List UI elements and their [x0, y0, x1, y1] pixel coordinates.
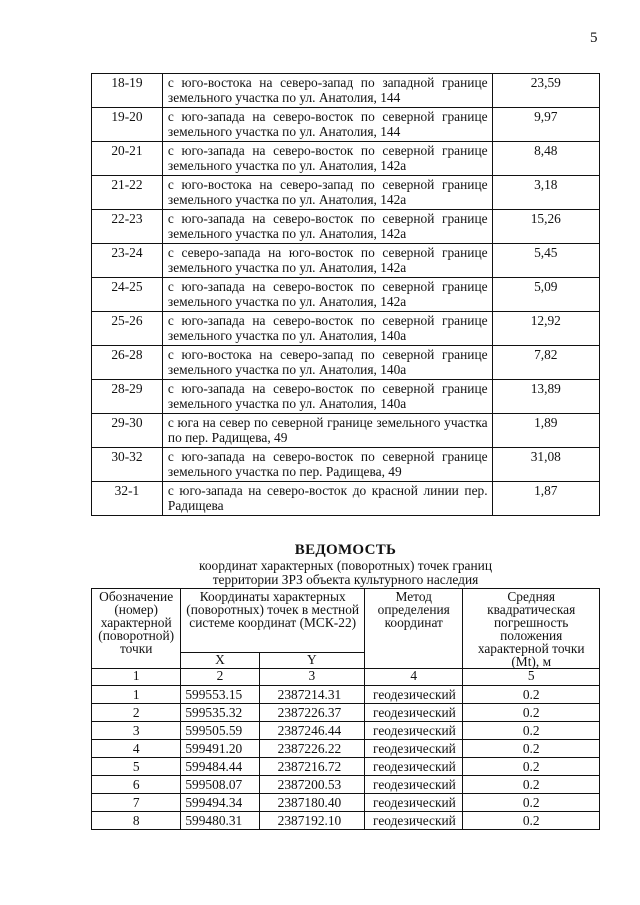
segment-length: 1,87: [492, 482, 599, 516]
segment-row: [92, 210, 600, 244]
point-number: 4: [92, 740, 181, 758]
header-x: X: [181, 653, 259, 669]
segment-length: 15,26: [492, 210, 599, 244]
segment-row: [92, 176, 600, 210]
point-method: геодезический: [365, 794, 463, 812]
coordinates-table: [91, 588, 600, 830]
statement-subtitle-line2: территории ЗРЗ объекта культурного наследия: [212, 572, 479, 587]
segment-length: 12,92: [492, 312, 599, 346]
segment-row: [92, 244, 600, 278]
segment-direction: с юго-запада на северо-восток до красной линии пер. Радищева: [162, 482, 492, 516]
segment-id: 19-20: [92, 108, 163, 142]
col-number: 1: [92, 669, 181, 686]
coordinate-row: [92, 794, 600, 812]
point-y: 2387246.44: [259, 722, 364, 740]
header-method: Метод определения координат: [365, 589, 463, 669]
point-number: 8: [92, 812, 181, 830]
point-number: 1: [92, 686, 181, 704]
segment-id: 25-26: [92, 312, 163, 346]
point-method: геодезический: [365, 776, 463, 794]
header-error: Средняя квадратическая погрешность положения характерной точки (Mt), м: [463, 589, 600, 669]
header-point: Обозначение (номер) характерной (поворотной) точки: [92, 589, 181, 669]
segment-id: 22-23: [92, 210, 163, 244]
point-error: 0.2: [463, 758, 600, 776]
coordinate-row: [92, 740, 600, 758]
coordinate-row: [92, 758, 600, 776]
statement-title: ВЕДОМОСТЬ: [294, 542, 397, 558]
segment-length: 3,18: [492, 176, 599, 210]
segment-length: 5,09: [492, 278, 599, 312]
segment-direction: с юго-востока на северо-запад по северной границе земельного участка по ул. Анатолия, 142а: [162, 176, 492, 210]
segment-row: [92, 414, 600, 448]
segment-direction: с юга на север по северной границе земельного участка по пер. Радищева, 49: [162, 414, 492, 448]
segment-id: 26-28: [92, 346, 163, 380]
point-error: 0.2: [463, 794, 600, 812]
segment-direction: с юго-запада на северо-восток по северной границе земельного участка по ул. Анатолия, 142а: [162, 142, 492, 176]
segment-length: 7,82: [492, 346, 599, 380]
point-x: 599508.07: [181, 776, 259, 794]
point-y: 2387200.53: [259, 776, 364, 794]
segment-row: [92, 448, 600, 482]
segment-direction: с юго-востока на северо-запад по западной границе земельного участка по ул. Анатолия, 144: [162, 74, 492, 108]
statement-subtitle-line1: координат характерных (поворотных) точек границ: [199, 558, 492, 573]
point-y: 2387226.37: [259, 704, 364, 722]
col-number: 3: [259, 669, 364, 686]
point-y: 2387226.22: [259, 740, 364, 758]
segment-length: 31,08: [492, 448, 599, 482]
col-number: 2: [181, 669, 259, 686]
segment-row: [92, 380, 600, 414]
header-y: Y: [259, 653, 364, 669]
point-number: 5: [92, 758, 181, 776]
point-error: 0.2: [463, 812, 600, 830]
segment-direction: с юго-запада на северо-восток по северной границе земельного участка по ул. Анатолия, 140а: [162, 312, 492, 346]
segment-length: 13,89: [492, 380, 599, 414]
point-x: 599494.34: [181, 794, 259, 812]
segment-row: [92, 278, 600, 312]
segment-direction: с юго-запада на северо-восток по северной границе земельного участка по ул. Анатолия, 142а: [162, 210, 492, 244]
segment-id: 30-32: [92, 448, 163, 482]
segment-id: 21-22: [92, 176, 163, 210]
segment-row: [92, 482, 600, 516]
point-method: геодезический: [365, 722, 463, 740]
segment-length: 5,45: [492, 244, 599, 278]
coordinate-row: [92, 812, 600, 830]
segment-length: 1,89: [492, 414, 599, 448]
segment-row: [92, 74, 600, 108]
page-number: 5: [590, 30, 598, 46]
point-x: 599553.15: [181, 686, 259, 704]
point-method: геодезический: [365, 812, 463, 830]
col-number: 4: [365, 669, 463, 686]
point-number: 7: [92, 794, 181, 812]
segment-direction: с юго-запада на северо-восток по северной границе земельного участка по ул. Анатолия, 142а: [162, 278, 492, 312]
point-error: 0.2: [463, 722, 600, 740]
point-x: 599484.44: [181, 758, 259, 776]
coordinates-body: [92, 589, 600, 830]
point-error: 0.2: [463, 686, 600, 704]
segment-id: 24-25: [92, 278, 163, 312]
point-error: 0.2: [463, 704, 600, 722]
point-y: 2387192.10: [259, 812, 364, 830]
point-x: 599535.32: [181, 704, 259, 722]
coordinate-row: [92, 686, 600, 704]
header-coords: Координаты характерных (поворотных) точек в местной системе координат (МСК-22): [181, 589, 365, 653]
segment-direction: с северо-запада на юго-восток по северной границе земельного участка по ул. Анатолия, 142а: [162, 244, 492, 278]
point-error: 0.2: [463, 740, 600, 758]
col-number: 5: [463, 669, 600, 686]
point-number: 6: [92, 776, 181, 794]
segment-direction: с юго-запада на северо-восток по северной границе земельного участка по пер. Радищева, 49: [162, 448, 492, 482]
point-number: 2: [92, 704, 181, 722]
point-x: 599480.31: [181, 812, 259, 830]
point-number: 3: [92, 722, 181, 740]
segment-id: 32-1: [92, 482, 163, 516]
point-y: 2387180.40: [259, 794, 364, 812]
coordinate-row: [92, 776, 600, 794]
segment-row: [92, 312, 600, 346]
point-method: геодезический: [365, 758, 463, 776]
segment-length: 9,97: [492, 108, 599, 142]
segment-id: 18-19: [92, 74, 163, 108]
segment-direction: с юго-запада на северо-восток по северной границе земельного участка по ул. Анатолия, 140а: [162, 380, 492, 414]
segment-length: 8,48: [492, 142, 599, 176]
coordinate-row: [92, 704, 600, 722]
segment-direction: с юго-запада на северо-восток по северной границе земельного участка по ул. Анатолия, 144: [162, 108, 492, 142]
point-method: геодезический: [365, 740, 463, 758]
point-method: геодезический: [365, 686, 463, 704]
segments-body: [92, 74, 600, 516]
point-method: геодезический: [365, 704, 463, 722]
segment-row: [92, 346, 600, 380]
header-row: [92, 589, 600, 653]
segment-row: [92, 108, 600, 142]
point-y: 2387214.31: [259, 686, 364, 704]
segment-id: 23-24: [92, 244, 163, 278]
point-x: 599491.20: [181, 740, 259, 758]
segment-direction: с юго-востока на северо-запад по северной границе земельного участка по ул. Анатолия, 140а: [162, 346, 492, 380]
point-error: 0.2: [463, 776, 600, 794]
segment-id: 28-29: [92, 380, 163, 414]
segment-id: 29-30: [92, 414, 163, 448]
coordinate-row: [92, 722, 600, 740]
segment-row: [92, 142, 600, 176]
point-y: 2387216.72: [259, 758, 364, 776]
point-x: 599505.59: [181, 722, 259, 740]
segment-id: 20-21: [92, 142, 163, 176]
boundary-segments-table: [91, 73, 600, 516]
segment-length: 23,59: [492, 74, 599, 108]
column-number-row: [92, 669, 600, 686]
